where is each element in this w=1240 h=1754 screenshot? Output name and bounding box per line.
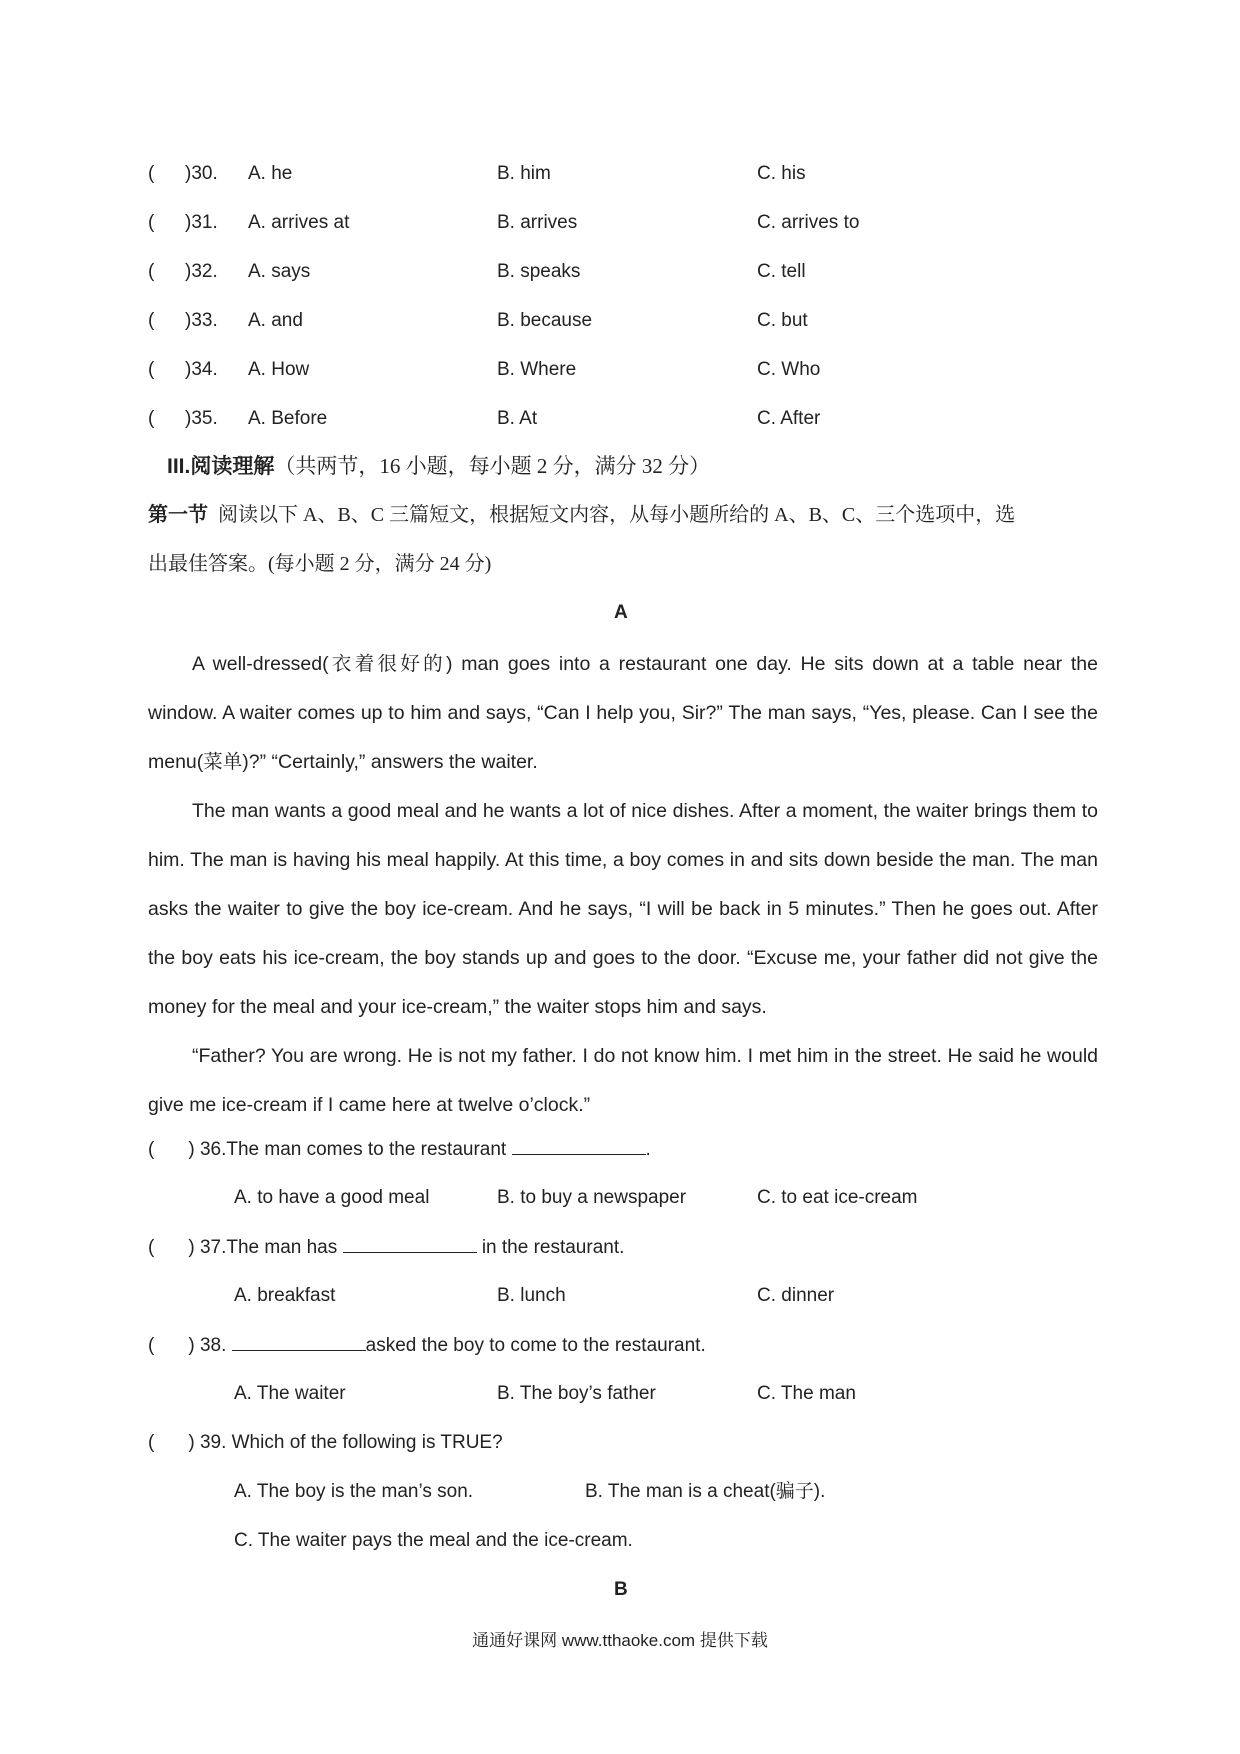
option-b: B. arrives xyxy=(497,212,578,233)
answer-slot[interactable] xyxy=(168,357,182,377)
q39-option-c: C. The waiter pays the meal and the ice-cream. xyxy=(234,1530,633,1551)
answer-paren-open: ( xyxy=(148,359,155,380)
answer-slot[interactable] xyxy=(168,161,182,181)
question-stem: 39. Which of the following is TRUE? xyxy=(199,1432,503,1453)
question-stem: 38. xyxy=(199,1335,227,1356)
q37-option-b: B. lunch xyxy=(497,1285,566,1306)
answer-paren-open: ( xyxy=(148,1237,155,1258)
answer-slot[interactable] xyxy=(168,308,182,328)
answer-paren-open: ( xyxy=(148,1335,155,1356)
answer-paren-open: ( xyxy=(148,261,155,282)
answer-paren-open: ( xyxy=(148,1432,155,1453)
question-suffix: asked the boy to come to the restaurant. xyxy=(365,1335,706,1356)
answer-slot[interactable] xyxy=(168,210,182,230)
question-number: 32. xyxy=(191,261,218,282)
answer-paren-close: ) xyxy=(185,408,192,429)
option-a: A. he xyxy=(248,163,293,184)
q38-option-a: A. The waiter xyxy=(234,1383,346,1404)
question-suffix: . xyxy=(645,1139,651,1160)
answer-paren-close: ) xyxy=(188,1432,195,1453)
option-c: C. Who xyxy=(757,359,821,380)
part1-text: 阅读以下 A、B、C 三篇短文，根据短文内容，从每小题所给的 A、B、C、三个选项中，选 xyxy=(218,504,1016,526)
q37-option-a: A. breakfast xyxy=(234,1285,336,1306)
answer-paren-open: ( xyxy=(148,310,155,331)
question-36 xyxy=(148,1136,651,1163)
question-39 xyxy=(148,1430,503,1456)
part1-instruction-line2: 出最佳答案。(每小题 2 分，满分 24 分) xyxy=(148,553,492,575)
answer-blank[interactable] xyxy=(232,1332,366,1351)
option-b: B. At xyxy=(497,408,538,429)
section-title-note: （共两节，16 小题，每小题 2 分，满分 32 分） xyxy=(274,454,711,478)
option-a: A. says xyxy=(248,261,311,282)
option-b: B. him xyxy=(497,163,551,184)
question-number: 30. xyxy=(191,163,218,184)
option-b: B. speaks xyxy=(497,261,581,282)
answer-paren-close: ) xyxy=(185,310,192,331)
option-b: B. because xyxy=(497,310,593,331)
section-heading xyxy=(167,453,710,480)
page-footer: 通通好课网 www.tthaoke.com 提供下载 xyxy=(472,1631,768,1650)
option-a: A. and xyxy=(248,310,303,331)
question-number: 33. xyxy=(191,310,218,331)
passage-a-label: A xyxy=(614,602,628,623)
option-c: C. arrives to xyxy=(757,212,860,233)
passage-a-paragraph-1: A well-dressed(衣着很好的) man goes into a restaurant one day. He sits down at a table near the window. A waiter comes up to him and says, “Can I help you, Sir?” The man says, “Yes, please. Can I see the menu(菜单)?” “Certainly,” answers the waiter. xyxy=(148,653,1098,773)
answer-paren-close: ) xyxy=(185,359,192,380)
question-stem: 37.The man has xyxy=(199,1237,338,1258)
question-37 xyxy=(148,1234,624,1261)
question-stem: 36.The man comes to the restaurant xyxy=(199,1139,507,1160)
q37-option-c: C. dinner xyxy=(757,1285,835,1306)
part1-instruction-line1 xyxy=(148,502,1015,528)
question-38 xyxy=(148,1332,706,1359)
answer-paren-close: ) xyxy=(185,163,192,184)
question-suffix: in the restaurant. xyxy=(481,1237,625,1258)
option-c: C. tell xyxy=(757,261,806,282)
q36-option-a: A. to have a good meal xyxy=(234,1187,430,1208)
question-number: 31. xyxy=(191,212,218,233)
passage-a-paragraph-2: The man wants a good meal and he wants a lot of nice dishes. After a moment, the waiter brings them to him. The man is having his meal happily. At this time, a boy comes in and sits down beside the man. The man asks the waiter to give the boy ice-cream. And he says, “I will be back in 5 minutes.” Then he goes out. After the boy eats his ice-cream, the boy stands up and goes to the door. “Excuse me, your father did not give the money for the meal and your ice-cream,” the waiter stops him and says. xyxy=(148,800,1098,1018)
answer-slot[interactable] xyxy=(168,406,182,426)
q38-option-c: C. The man xyxy=(757,1383,856,1404)
passage-b-label: B xyxy=(614,1579,628,1600)
passage-a-paragraph-3: “Father? You are wrong. He is not my father. I do not know him. I met him in the street. He said he would give me ice-cream if I came here at twelve o’clock.” xyxy=(148,1045,1098,1116)
q38-option-b: B. The boy’s father xyxy=(497,1383,656,1404)
question-number: 35. xyxy=(191,408,218,429)
part1-label: 第一节 xyxy=(148,504,208,526)
answer-paren-open: ( xyxy=(148,408,155,429)
answer-paren-open: ( xyxy=(148,163,155,184)
answer-paren-close: ) xyxy=(185,261,192,282)
answer-paren-close: ) xyxy=(188,1139,195,1160)
q39-option-b: B. The man is a cheat(骗子). xyxy=(585,1481,826,1502)
option-c: C. After xyxy=(757,408,821,429)
option-a: A. Before xyxy=(248,408,328,429)
answer-paren-open: ( xyxy=(148,212,155,233)
q39-option-a: A. The boy is the man’s son. xyxy=(234,1481,474,1502)
option-b: B. Where xyxy=(497,359,577,380)
option-a: A. arrives at xyxy=(248,212,350,233)
answer-paren-close: ) xyxy=(185,212,192,233)
answer-paren-open: ( xyxy=(148,1139,155,1160)
section-title: III.阅读理解 xyxy=(167,455,275,478)
q36-option-c: C. to eat ice-cream xyxy=(757,1187,918,1208)
answer-paren-close: ) xyxy=(188,1237,195,1258)
answer-slot[interactable] xyxy=(168,259,182,279)
answer-blank[interactable] xyxy=(343,1234,477,1253)
q36-option-b: B. to buy a newspaper xyxy=(497,1187,687,1208)
answer-blank[interactable] xyxy=(512,1136,646,1155)
answer-paren-close: ) xyxy=(188,1335,195,1356)
option-c: C. but xyxy=(757,310,808,331)
option-c: C. his xyxy=(757,163,806,184)
question-number: 34. xyxy=(191,359,218,380)
option-a: A. How xyxy=(248,359,310,380)
